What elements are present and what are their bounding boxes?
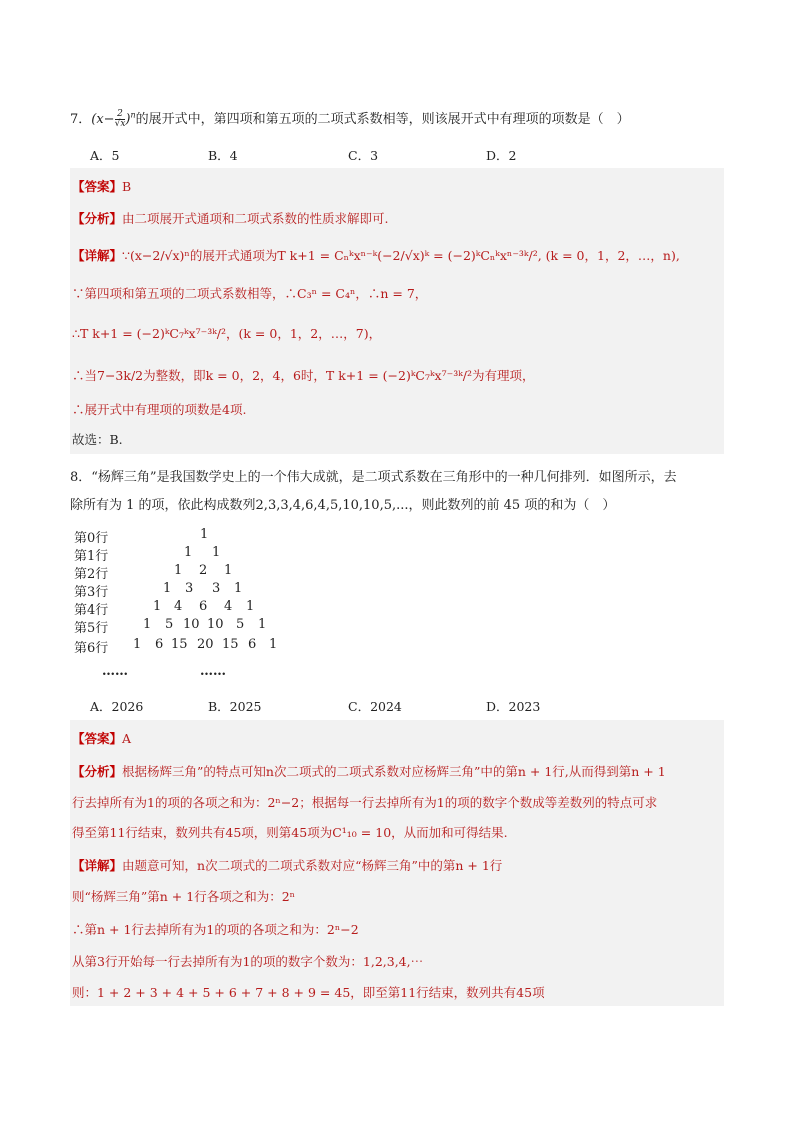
option-c[interactable]: C．2024 <box>348 699 402 714</box>
option-d[interactable]: D．2 <box>486 148 517 163</box>
analysis-tag: 【分析】 <box>72 764 123 779</box>
triangle-cell: 15 <box>171 637 188 652</box>
triangle-cell: 1 <box>133 637 142 652</box>
detail-tag: 【详解】 <box>72 858 123 873</box>
triangle-cell: 3 <box>185 581 194 596</box>
detail-line-5: ∴展开式中有理项的项数是4项. <box>72 402 247 417</box>
detail-line-3: ∴第n + 1行去掉所有为1的项的各项之和为：2ⁿ−2 <box>72 922 359 937</box>
question-8-line-1: 8．“杨辉三角”是我国数学史上的一个伟大成就，是二项式系数在三角形中的一种几何排列．如图所示，去 <box>70 470 677 485</box>
question-8-line-2: 除所有为 1 的项，依此构成数列2,3,3,4,6,4,5,10,10,5,...，则此数列的前 45 项的和为（ ） <box>70 498 616 513</box>
detail-line-1 <box>72 856 502 874</box>
detail-line-4: ∴当7−3k/2为整数，即k = 0，2，4，6时，T k+1 = (−2)ᵏC₇ᵏx⁷⁻³ᵏ/²为有理项， <box>72 368 535 383</box>
triangle-cell: 10 <box>183 617 200 632</box>
analysis-line-1 <box>72 762 666 780</box>
detail-line-2: ∵第四项和第五项的二项式系数相等，∴C₃ⁿ = C₄ⁿ，∴n = 7， <box>72 286 428 301</box>
triangle-cell: 1 <box>224 563 233 578</box>
triangle-cell: 2 <box>199 563 208 578</box>
triangle-cell: 20 <box>197 637 214 652</box>
detail-tag: 【详解】 <box>72 248 123 263</box>
row-label: 第1行 <box>74 549 109 564</box>
triangle-cell: 1 <box>184 545 193 560</box>
option-b[interactable]: B．2025 <box>208 699 262 714</box>
triangle-cell: 1 <box>200 527 209 542</box>
question-text: 的展开式中，第四项和第五项的二项式系数相等，则该展开式中有理项的项数是（ ） <box>135 112 630 127</box>
answer-tag: 【答案】 <box>72 179 123 194</box>
answer-tag: 【答案】 <box>72 731 123 746</box>
triangle-cell: 1 <box>153 599 162 614</box>
triangle-cell: 1 <box>246 599 255 614</box>
detail-line-5: 则：1 + 2 + 3 + 4 + 5 + 6 + 7 + 8 + 9 = 45，即至第11行结束，数列共有45项 <box>72 985 545 1000</box>
analysis-line-2: 行去掉所有为1的项的各项之和为：2ⁿ−2；根据每一行去掉所有为1的项的数字个数成等差数列的特点可求 <box>72 795 658 810</box>
row-label: 第4行 <box>74 603 109 618</box>
row-label: 第0行 <box>74 531 109 546</box>
analysis-line-3: 得至第11行结束，数列共有45项，则第45项为C¹₁₀ = 10，从而加和可得结果. <box>72 825 508 840</box>
question-7 <box>70 108 630 129</box>
answer-value: A <box>122 731 132 746</box>
question-number: 7． <box>70 112 92 127</box>
triangle-cell: 3 <box>212 581 221 596</box>
row-label: 第6行 <box>74 641 109 656</box>
triangle-cell: 1 <box>269 637 278 652</box>
detail-line-4: 从第3行开始每一行去掉所有为1的项的数字个数为：1,2,3,4,⋯ <box>72 954 424 969</box>
triangle-cell: 1 <box>234 581 243 596</box>
option-a[interactable]: A．2026 <box>90 699 144 714</box>
row-label: 第2行 <box>74 567 109 582</box>
math-expression: (x− $\frac{2}{√x}$ )$^n$ <box>91 109 136 129</box>
answer-value: B <box>122 179 132 194</box>
analysis-text: 由二项展开式通项和二项式系数的性质求解即可. <box>122 211 389 226</box>
detail-text: ∵(x−2/√x)ⁿ的展开式通项为T k+1 = Cₙᵏxⁿ⁻ᵏ(−2/√x)ᵏ = (−2)ᵏCₙᵏxⁿ⁻³ᵏ/², (k = 0，1，2，…，n), <box>122 248 680 263</box>
detail-line-1 <box>72 246 680 264</box>
triangle-cell: 1 <box>163 581 172 596</box>
answer-line <box>72 177 131 195</box>
triangle-cell: 6 <box>199 599 208 614</box>
option-a[interactable]: A．5 <box>90 148 120 163</box>
triangle-cell: 6 <box>155 637 164 652</box>
ellipsis-right: …… <box>200 664 226 679</box>
triangle-cell: 5 <box>236 617 245 632</box>
analysis-text: 根据杨辉三角”的特点可知n次二项式的二项式系数对应杨辉三角”中的第n + 1行,从而得到第n + 1 <box>122 764 666 779</box>
detail-line-3: ∴T k+1 = (−2)ᵏC₇ᵏx⁷⁻³ᵏ/²，(k = 0，1，2，…，7)， <box>72 326 382 341</box>
triangle-cell: 1 <box>143 617 152 632</box>
ellipsis-left: …… <box>102 664 128 679</box>
answer-line <box>72 729 131 747</box>
choice-line: 故选：B. <box>72 432 123 447</box>
triangle-cell: 6 <box>248 637 257 652</box>
detail-line-2: 则“杨辉三角”第n + 1行各项之和为：2ⁿ <box>72 889 296 904</box>
option-c[interactable]: C．3 <box>348 148 379 163</box>
triangle-cell: 10 <box>207 617 224 632</box>
row-label: 第3行 <box>74 585 109 600</box>
triangle-cell: 4 <box>174 599 183 614</box>
analysis-line <box>72 209 389 227</box>
row-label: 第5行 <box>74 621 109 636</box>
triangle-cell: 5 <box>165 617 174 632</box>
triangle-cell: 15 <box>222 637 239 652</box>
option-b[interactable]: B．4 <box>208 148 238 163</box>
triangle-cell: 1 <box>258 617 267 632</box>
detail-text: 由题意可知，n次二项式的二项式系数对应“杨辉三角”中的第n + 1行 <box>122 858 503 873</box>
triangle-cell: 1 <box>174 563 183 578</box>
triangle-cell: 1 <box>212 545 221 560</box>
triangle-cell: 4 <box>224 599 233 614</box>
analysis-tag: 【分析】 <box>72 211 123 226</box>
option-d[interactable]: D．2023 <box>486 699 541 714</box>
